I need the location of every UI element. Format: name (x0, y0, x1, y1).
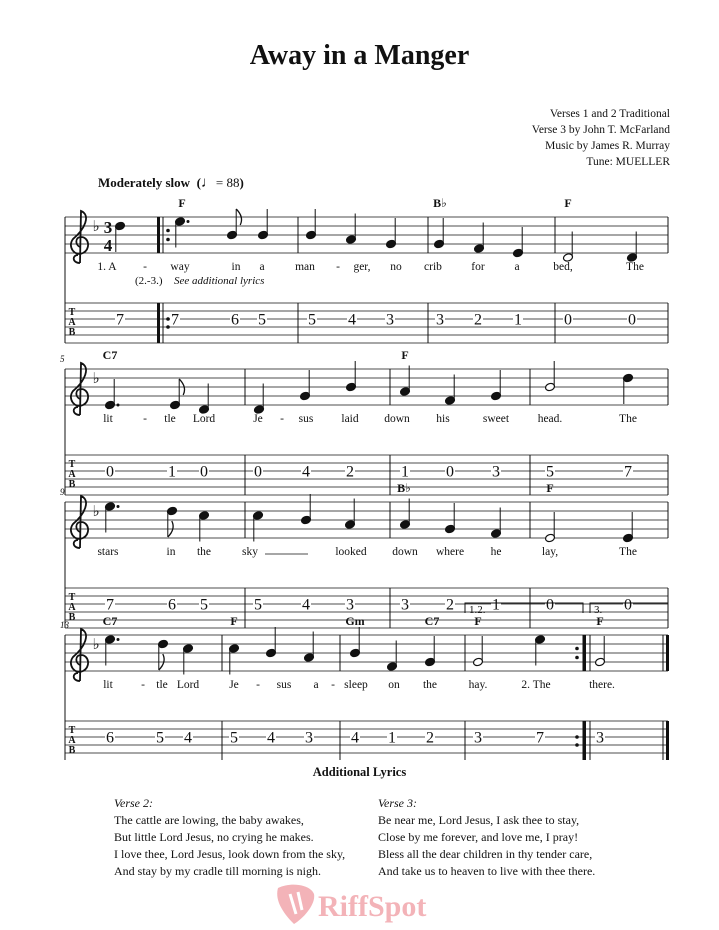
note-dot (187, 220, 190, 223)
chord-symbol: C7 (424, 614, 440, 628)
verse-3-line: Bless all the dear children in thy tender care, (378, 847, 593, 861)
tab-number: 2 (446, 596, 454, 614)
tab-number: 0 (564, 311, 572, 329)
lyric-syllable: 1. A (97, 261, 117, 273)
repeat-dot (166, 238, 170, 242)
credit-music: Music by James R. Murray (545, 140, 670, 152)
lyric-syllable: no (390, 261, 402, 273)
lyric-syllable: tle (164, 413, 176, 425)
tab-number: 4 (351, 729, 359, 747)
lyric-syllable: Lord (176, 679, 200, 691)
treble-clef-icon (71, 363, 88, 415)
tab-number: 7 (116, 311, 124, 329)
tab-clef-letter: A (68, 602, 76, 613)
key-signature-flat-icon: ♭ (92, 371, 100, 387)
tab-number: 1 (401, 463, 409, 481)
lyric-syllable: sleep (344, 679, 368, 691)
quarter-note-icon: ♩ (200, 175, 216, 191)
tab-number: 0 (200, 463, 208, 481)
chord-symbol: F (178, 196, 186, 210)
tab-clef-letter: B (68, 327, 76, 338)
tab-clef-letter: A (68, 317, 76, 328)
tab-number: 2 (426, 729, 434, 747)
tab-number: 7 (171, 311, 179, 329)
tab-number: 6 (168, 596, 176, 614)
tab-final-barline-thick (666, 721, 669, 760)
lyric-syllable: - (143, 261, 147, 273)
verse-2-line: The cattle are lowing, the baby awakes, (114, 813, 304, 827)
verse-3-line: Close by me forever, and love me, I pray! (378, 830, 579, 844)
lyric-syllable: looked (335, 546, 367, 558)
see-additional-lyrics: See additional lyrics (174, 275, 265, 287)
lyric-syllable: there. (589, 679, 615, 691)
lyric-syllable: hay. (468, 679, 488, 691)
lyric-syllable: - (336, 261, 340, 273)
tempo-marking: Moderately slow (♩= 88) (98, 175, 244, 191)
tab-number: 0 (628, 311, 636, 329)
verse-3-line: Be near me, Lord Jesus, I ask thee to stay, (378, 813, 580, 827)
lyric-syllable: - (143, 413, 147, 425)
riffspot-logo (270, 880, 450, 928)
repeat-thick (157, 217, 160, 253)
lyric-syllable: on (388, 679, 400, 691)
verse-3-label: Verse 3: (378, 796, 417, 810)
tab-number: 7 (536, 729, 544, 747)
repeat-dot (575, 647, 579, 651)
tab-clef-letter: T (68, 459, 76, 470)
lyric-syllable: stars (97, 546, 119, 558)
tab-number: 1 (168, 463, 176, 481)
lyric-syllable: lit (103, 679, 113, 691)
tab-number: 3 (346, 596, 354, 614)
guitar-pick-icon (277, 885, 314, 924)
tab-number: 4 (184, 729, 192, 747)
lyric-syllable: ger, (353, 261, 371, 273)
lyric-syllable: crib (424, 261, 442, 273)
tab-repeat-thick (583, 721, 586, 760)
tab-clef-letter: B (68, 745, 76, 756)
chord-symbol: F (596, 614, 604, 628)
tab-number: 3 (305, 729, 313, 747)
lyric-syllable: 2. The (521, 679, 551, 691)
treble-clef-icon (71, 211, 88, 263)
tab-number: 1 (388, 729, 396, 747)
key-signature-flat-icon: ♭ (92, 637, 100, 653)
lyric-syllable: - (141, 679, 145, 691)
tab-number: 4 (302, 463, 310, 481)
tab-number: 3 (492, 463, 500, 481)
repeat-dot (166, 229, 170, 233)
tab-number: 6 (106, 729, 114, 747)
treble-clef-icon (71, 496, 88, 548)
tab-number: 1 (514, 311, 522, 329)
tab-number: 0 (546, 596, 554, 614)
lyric-syllable: down (392, 546, 418, 558)
lyric-syllable: lay, (541, 546, 559, 558)
tab-clef-letter: T (68, 592, 76, 603)
chord-symbol: C7 (102, 348, 118, 362)
tab-number: 0 (446, 463, 454, 481)
tab-number: 7 (624, 463, 632, 481)
lyric-syllable: The (626, 261, 644, 273)
tab-number: 5 (254, 596, 262, 614)
tab-number: 0 (624, 596, 632, 614)
tempo-text: Moderately slow (98, 175, 191, 190)
note-dot (117, 638, 120, 641)
lyric-syllable: head. (537, 413, 563, 425)
repeat-dot (575, 656, 579, 660)
additional-lyrics-heading: Additional Lyrics (312, 765, 407, 779)
lyric-syllable: - (280, 413, 284, 425)
tab-clef-letter: B (68, 612, 76, 623)
chord-symbol: F (230, 614, 238, 628)
measure-number: 5 (60, 354, 65, 364)
tab-number: 1 (492, 596, 500, 614)
tab-clef-letter: B (68, 479, 76, 490)
tab-number: 6 (231, 311, 239, 329)
lyric-syllable: the (422, 679, 438, 691)
tab-number: 3 (474, 729, 482, 747)
ending-label: 3. (594, 604, 603, 616)
lyric-syllable: in (166, 546, 176, 558)
chord-symbol: B♭ (433, 196, 447, 210)
lyric-syllable: The (619, 413, 637, 425)
lyric-syllable: - (256, 679, 260, 691)
chord-symbol: F (546, 481, 554, 495)
verse-2-line: I love thee, Lord Jesus, look down from the sky, (114, 847, 346, 861)
lyric-syllable: a (514, 261, 520, 273)
lyric-syllable: sus (298, 413, 314, 425)
lyric-syllable: he (490, 546, 502, 558)
final-barline-thick (666, 635, 669, 671)
lyric-syllable: down (384, 413, 410, 425)
key-signature-flat-icon: ♭ (92, 219, 100, 235)
tab-number: 4 (302, 596, 310, 614)
tab-repeat-dot (575, 735, 579, 739)
lyric-syllable: where (435, 546, 465, 558)
verse-3-line: And take us to heaven to live with thee there. (378, 864, 596, 878)
lyric-syllable: man (295, 261, 315, 273)
verse-marker: (2.-3.) (135, 275, 163, 287)
lyric-syllable: his (436, 413, 450, 425)
tab-number: 2 (346, 463, 354, 481)
tab-number: 4 (348, 311, 356, 329)
repeat-thick (583, 635, 586, 671)
lyric-syllable: the (196, 546, 212, 558)
tab-repeat-dot (166, 325, 170, 329)
tab-number: 3 (401, 596, 409, 614)
note-dot (117, 404, 120, 407)
lyric-syllable: sweet (482, 413, 510, 425)
tab-clef-letter: A (68, 469, 76, 480)
verse-3-block (378, 795, 595, 880)
tab-number: 5 (230, 729, 238, 747)
credit-lyrics: Verses 1 and 2 Traditional (549, 108, 670, 120)
treble-clef-icon (71, 629, 88, 681)
tab-number: 4 (267, 729, 275, 747)
chord-symbol: C7 (102, 614, 118, 628)
tab-number: 5 (156, 729, 164, 747)
key-signature-flat-icon: ♭ (92, 504, 100, 520)
tab-clef-letter: T (68, 725, 76, 736)
tab-number: 3 (436, 311, 444, 329)
chord-symbol: Gm (345, 614, 365, 628)
tempo-value: = 88 (215, 175, 240, 190)
lyric-syllable: - (331, 679, 335, 691)
ending-label: 1.2. (469, 604, 486, 616)
tab-number: 7 (106, 596, 114, 614)
lyric-syllable: for (471, 261, 485, 273)
verse-2-label: Verse 2: (114, 796, 153, 810)
lyric-syllable: The (619, 546, 637, 558)
verse-2-line: But little Lord Jesus, no crying he makes. (114, 830, 314, 844)
lyric-syllable: Lord (192, 413, 216, 425)
verse-2-block (114, 795, 345, 880)
lyric-syllable: a (259, 261, 265, 273)
lyric-syllable: Je (229, 679, 239, 691)
credit-verse3: Verse 3 by John T. McFarland (531, 124, 670, 136)
tab-clef-letter: A (68, 735, 76, 746)
tab-number: 3 (386, 311, 394, 329)
page-title: Away in a Manger (249, 40, 470, 71)
lyric-syllable: a (313, 679, 319, 691)
lyric-syllable: Je (253, 413, 263, 425)
measure-number: 13 (60, 620, 69, 630)
verse-2-line: And stay by my cradle till morning is nigh. (114, 864, 321, 878)
lyric-syllable: lit (103, 413, 113, 425)
lyric-syllable: sus (276, 679, 292, 691)
note-dot (117, 505, 120, 508)
tab-number: 5 (308, 311, 316, 329)
tab-clef-letter: T (68, 307, 76, 318)
tab-number: 3 (596, 729, 604, 747)
tab-repeat-thick (157, 303, 160, 343)
watermark-text: RiffSpot (318, 890, 427, 923)
chord-symbol: F (564, 196, 572, 210)
tab-number: 0 (254, 463, 262, 481)
time-signature-bottom: 4 (103, 236, 113, 255)
lyric-syllable: in (231, 261, 241, 273)
tab-number: 5 (546, 463, 554, 481)
chord-symbol: B♭ (397, 481, 411, 495)
lyric-syllable: tle (156, 679, 168, 691)
lyric-syllable: laid (341, 413, 359, 425)
tab-repeat-dot (166, 317, 170, 321)
tab-number: 5 (258, 311, 266, 329)
lyric-syllable: way (170, 261, 190, 273)
tab-number: 5 (200, 596, 208, 614)
credit-tune: Tune: MUELLER (586, 156, 670, 168)
measure-number: 9 (60, 487, 65, 497)
tab-number: 0 (106, 463, 114, 481)
chord-symbol: F (474, 614, 482, 628)
chord-symbol: F (401, 348, 409, 362)
lyric-syllable: bed, (553, 261, 573, 273)
tab-repeat-dot (575, 743, 579, 747)
lyric-syllable: sky (242, 546, 258, 558)
time-signature-top: 3 (103, 218, 113, 237)
tab-number: 2 (474, 311, 482, 329)
